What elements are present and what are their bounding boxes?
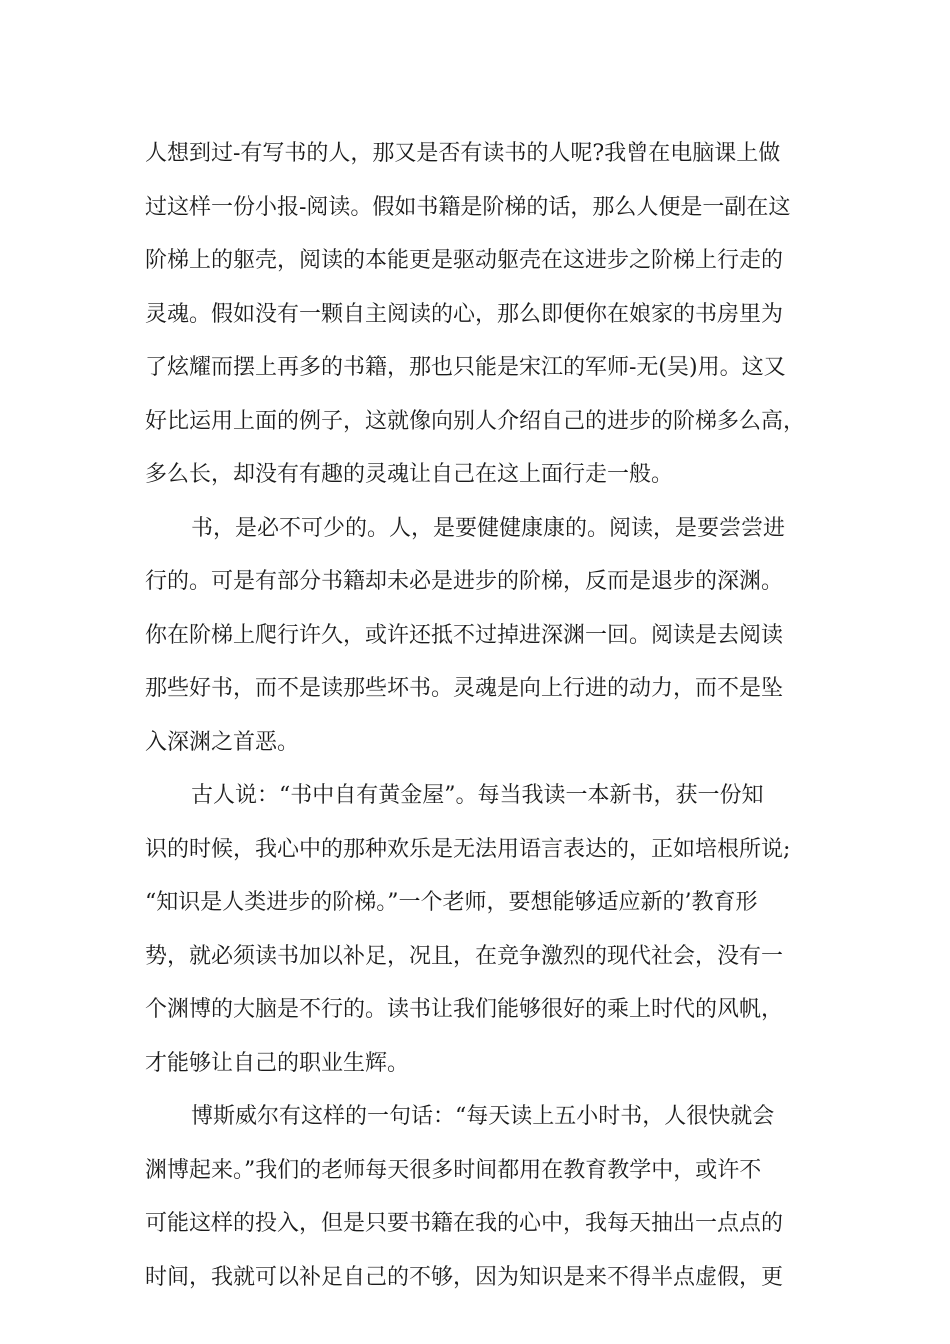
- text-line: 可能这样的投入，但是只要书籍在我的心中，我每天抽出一点点的: [145, 1211, 784, 1236]
- text-line: 阶梯上的躯壳，阅读的本能更是驱动躯壳在这进步之阶梯上行走的: [145, 248, 784, 273]
- text-line: 那些好书，而不是读那些坏书。灵魂是向上行进的动力，而不是坠: [145, 676, 784, 701]
- text-line: 古人说：“书中自有黄金屋”。每当我读一本新书，获一份知: [191, 783, 764, 808]
- text-line: 了炫耀而摆上再多的书籍，那也只能是宋江的军师-无(吴)用。这又: [145, 355, 786, 380]
- text-line: “知识是人类进步的阶梯。”一个老师，要想能够适应新的’教育形: [145, 890, 758, 915]
- text-line: 时间，我就可以补足自己的不够，因为知识是来不得半点虚假，更: [145, 1264, 784, 1290]
- text-line: 渊博起来。”我们的老师每天很多时间都用在教育教学中，或许不: [145, 1157, 762, 1183]
- text-line: 入深渊之首恶。: [145, 729, 300, 755]
- text-line: 势，就必须读书加以补足，况且，在竞争激烈的现代社会，没有一: [145, 943, 784, 969]
- document-body: [145, 127, 825, 1304]
- text-line: 才能够让自己的职业生辉。: [145, 1050, 410, 1076]
- text-line: 好比运用上面的例子，这就像向别人介绍自己的进步的阶梯多么高，: [145, 408, 806, 434]
- text-line: 灵魂。假如没有一颗自主阅读的心，那么即便你在娘家的书房里为: [145, 301, 784, 327]
- text-line: 多么长，却没有有趣的灵魂让自己在这上面行走一般。: [145, 462, 674, 487]
- text-line: 过这样一份小报-阅读。假如书籍是阶梯的话，那么人便是一副在这: [145, 194, 791, 220]
- text-line: 人想到过-有写书的人，那又是否有读书的人呢?我曾在电脑课上做: [145, 141, 781, 166]
- text-line: 书，是必不可少的。人，是要健健康康的。阅读，是要尝尝进: [191, 515, 786, 541]
- text-line: 你在阶梯上爬行许久，或许还抵不过掉进深渊一回。阅读是去阅读: [145, 622, 784, 648]
- text-line: 博斯威尔有这样的一句话：“每天读上五小时书，人很快就会: [191, 1104, 775, 1129]
- text-line: 识的时候，我心中的那种欢乐是无法用语言表达的，正如培根所说;: [145, 836, 791, 862]
- text-line: 个渊博的大脑是不行的。读书让我们能够很好的乘上时代的风帆，: [145, 997, 784, 1022]
- text-line: 行的。可是有部分书籍却未必是进步的阶梯，反而是退步的深渊。: [145, 569, 784, 594]
